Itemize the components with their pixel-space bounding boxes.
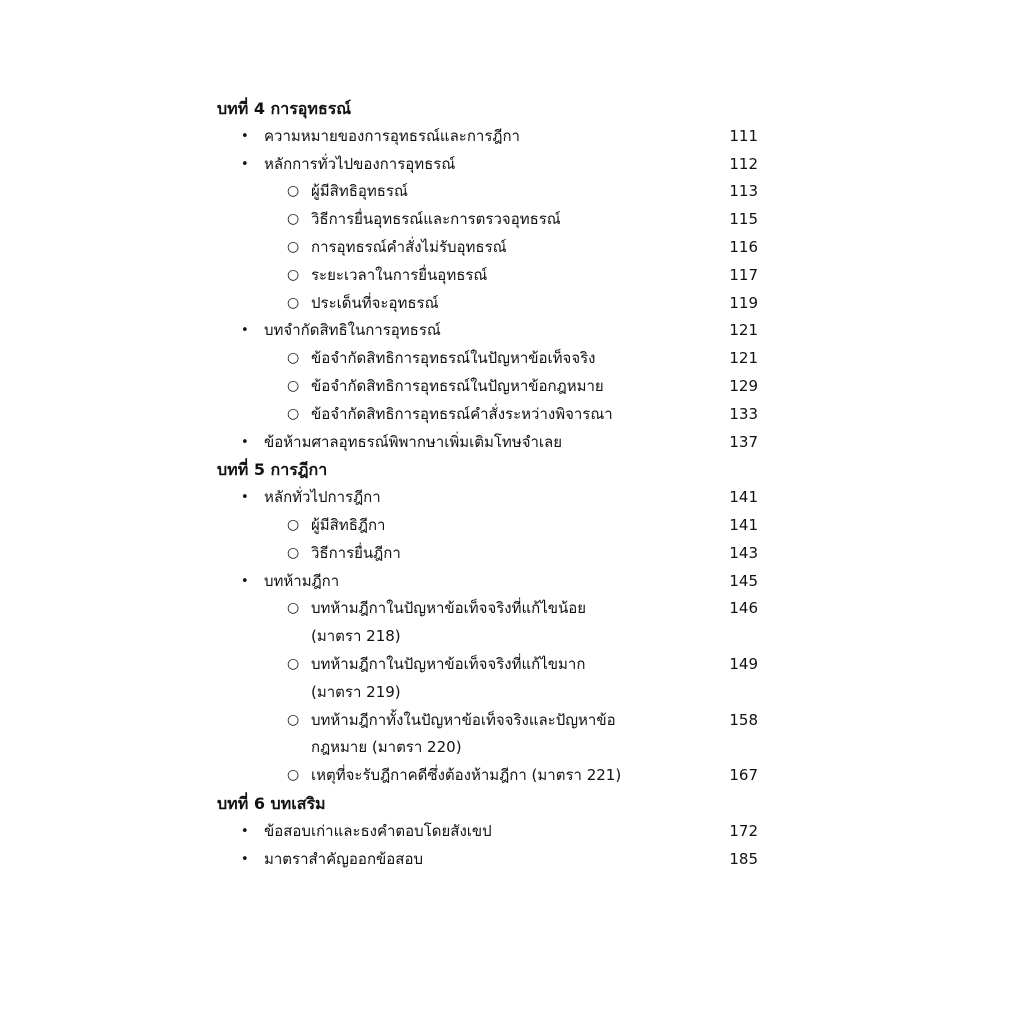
bullet-icon: • <box>241 128 249 144</box>
toc-entry-title: ประเด็นที่จะอุทธรณ์ <box>311 293 439 312</box>
toc-page-number: 113 <box>729 182 758 201</box>
toc-page-number: 141 <box>729 488 758 507</box>
toc-entry <box>217 595 777 651</box>
toc-entry-title: ข้อจำกัดสิทธิการอุทธรณ์คำสั่งระหว่างพิจารณา <box>311 404 613 423</box>
bullet-icon: • <box>241 851 249 867</box>
chapter-heading: บทที่ 6 บทเสริม <box>217 793 326 813</box>
toc-entry-title: วิธีการยื่นอุทธรณ์และการตรวจอุทธรณ์ <box>311 210 561 229</box>
toc-entry-title: เหตุที่จะรับฎีกาคดีซึ่งต้องห้ามฎีกา (มาตรา 221) <box>311 766 622 785</box>
toc-entry-title: บทห้ามฎีกาในปัญหาข้อเท็จจริงที่แก้ไขน้อย (มาตรา 218) <box>311 599 587 646</box>
toc-page-number: 119 <box>729 293 758 312</box>
circle-bullet-icon: ○ <box>287 655 300 672</box>
toc-entry <box>217 429 777 457</box>
toc-entry <box>217 345 777 373</box>
toc-page-number: 121 <box>729 349 758 368</box>
toc-entry <box>217 206 777 234</box>
circle-bullet-icon: ○ <box>287 767 300 784</box>
toc-page-number: 111 <box>729 126 758 145</box>
toc-page-number: 141 <box>729 515 758 534</box>
toc-entry <box>217 651 777 707</box>
toc-entry <box>217 262 777 290</box>
toc-page-number: 158 <box>729 710 758 729</box>
circle-bullet-icon: ○ <box>287 711 300 728</box>
toc-page-number: 129 <box>729 376 758 395</box>
circle-bullet-icon: ○ <box>287 350 300 367</box>
toc-entry-title: ข้อห้ามศาลอุทธรณ์พิพากษาเพิ่มเติมโทษจำเลย <box>264 432 563 451</box>
toc-entry <box>217 373 777 401</box>
circle-bullet-icon: ○ <box>287 377 300 394</box>
toc-entry-title: หลักการทั่วไปของการอุทธรณ์ <box>264 154 456 173</box>
toc-entry-title: วิธีการยื่นฎีกา <box>311 543 401 562</box>
chapter-heading: บทที่ 5 การฎีกา <box>217 460 328 480</box>
toc-page-number: 185 <box>729 849 758 868</box>
toc-page-number: 112 <box>729 154 758 173</box>
toc-entry-title: ระยะเวลาในการยื่นอุทธรณ์ <box>311 265 488 284</box>
bullet-icon: • <box>241 823 249 839</box>
circle-bullet-icon: ○ <box>287 294 300 311</box>
toc-page-number: 133 <box>729 404 758 423</box>
toc-entry-title: มาตราสำคัญออกข้อสอบ <box>264 849 423 868</box>
toc-entry <box>217 178 777 206</box>
toc-page-number: 145 <box>729 571 758 590</box>
table-of-contents <box>217 95 777 873</box>
toc-entry <box>217 401 777 429</box>
bullet-icon: • <box>241 323 249 339</box>
toc-page-number: 116 <box>729 237 758 256</box>
toc-entry-title: บทห้ามฎีกาในปัญหาข้อเท็จจริงที่แก้ไขมาก (มาตรา 219) <box>311 654 586 701</box>
circle-bullet-icon: ○ <box>287 544 300 561</box>
toc-entry-title: บทจำกัดสิทธิในการอุทธรณ์ <box>264 321 441 340</box>
toc-entry-title: ความหมายของการอุทธรณ์และการฎีกา <box>264 126 520 145</box>
toc-page-number: 167 <box>729 766 758 785</box>
toc-page-number: 143 <box>729 543 758 562</box>
toc-entry <box>217 568 777 596</box>
circle-bullet-icon: ○ <box>287 266 300 283</box>
toc-entry-title: ข้อสอบเก่าและธงคำตอบโดยสังเขป <box>264 821 492 840</box>
toc-entry-title: ข้อจำกัดสิทธิการอุทธรณ์ในปัญหาข้อกฎหมาย <box>311 376 604 395</box>
toc-entry <box>217 762 777 790</box>
toc-entry <box>217 234 777 262</box>
chapter-heading: บทที่ 4 การอุทธรณ์ <box>217 99 352 118</box>
bullet-icon: • <box>241 156 249 172</box>
bullet-icon: • <box>241 434 249 450</box>
toc-entry <box>217 540 777 568</box>
toc-page-number: 121 <box>729 321 758 340</box>
circle-bullet-icon: ○ <box>287 600 300 617</box>
toc-page-number: 146 <box>729 599 758 618</box>
circle-bullet-icon: ○ <box>287 238 300 255</box>
toc-entry <box>217 290 777 318</box>
toc-entry <box>217 512 777 540</box>
bullet-icon: • <box>241 573 249 589</box>
toc-entry-title: บทห้ามฎีกาทั้งในปัญหาข้อเท็จจริงและปัญหาข้อกฎหมาย (มาตรา 220) <box>311 710 616 757</box>
toc-entry <box>217 818 777 846</box>
circle-bullet-icon: ○ <box>287 211 300 228</box>
toc-entry-title: หลักทั่วไปการฎีกา <box>264 488 381 507</box>
toc-entry-title: ข้อจำกัดสิทธิการอุทธรณ์ในปัญหาข้อเท็จจริง <box>311 349 596 368</box>
toc-entry <box>217 484 777 512</box>
toc-page-number: 115 <box>729 210 758 229</box>
toc-page-number: 149 <box>729 654 758 673</box>
toc-page-number: 117 <box>729 265 758 284</box>
toc-entry-title: บทห้ามฎีกา <box>264 571 340 590</box>
bullet-icon: • <box>241 490 249 506</box>
toc-entry <box>217 151 777 179</box>
toc-entry-title: การอุทธรณ์คำสั่งไม่รับอุทธรณ์ <box>311 237 507 256</box>
toc-entry <box>217 846 777 874</box>
circle-bullet-icon: ○ <box>287 405 300 422</box>
toc-page-number: 137 <box>729 432 758 451</box>
toc-entry-title: ผู้มีสิทธิฎีกา <box>311 515 386 534</box>
toc-entry <box>217 707 777 763</box>
toc-entry-title: ผู้มีสิทธิอุทธรณ์ <box>311 182 408 201</box>
circle-bullet-icon: ○ <box>287 516 300 533</box>
toc-entry <box>217 123 777 151</box>
circle-bullet-icon: ○ <box>287 183 300 200</box>
toc-page-number: 172 <box>729 821 758 840</box>
toc-entry <box>217 317 777 345</box>
